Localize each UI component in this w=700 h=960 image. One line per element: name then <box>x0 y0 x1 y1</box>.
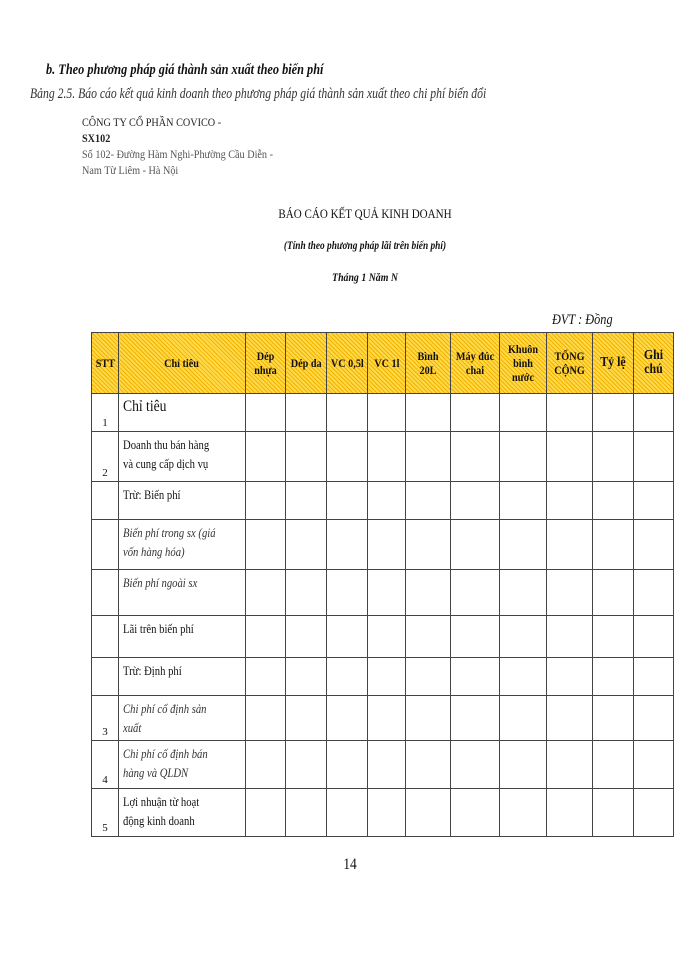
report-period: Tháng 1 Năm N <box>332 270 398 284</box>
empty-cell <box>547 696 593 741</box>
empty-cell <box>500 482 547 520</box>
table-row <box>92 696 674 741</box>
empty-cell <box>368 616 406 658</box>
empty-cell <box>547 616 593 658</box>
header-stt: STT <box>92 333 119 394</box>
company-address-line2: Nam Từ Liêm - Hà Nội <box>82 163 179 177</box>
empty-cell <box>406 432 451 482</box>
empty-cell <box>593 482 634 520</box>
empty-cell <box>547 520 593 570</box>
empty-cell <box>451 432 500 482</box>
currency-unit: ĐVT : Đồng <box>552 312 613 328</box>
empty-cell <box>286 520 327 570</box>
empty-cell <box>547 741 593 789</box>
empty-cell <box>634 696 674 741</box>
table-row <box>92 520 674 570</box>
row-label: Chi phí cố định bán hàng và QLDN <box>119 741 246 789</box>
empty-cell <box>368 658 406 696</box>
empty-cell <box>547 482 593 520</box>
empty-cell <box>368 520 406 570</box>
empty-cell <box>406 658 451 696</box>
empty-cell <box>368 789 406 837</box>
empty-cell <box>547 658 593 696</box>
empty-cell <box>634 570 674 616</box>
empty-cell <box>406 520 451 570</box>
empty-cell <box>593 520 634 570</box>
empty-cell <box>634 520 674 570</box>
empty-cell <box>593 570 634 616</box>
row-stt: 5 <box>92 789 119 837</box>
table-row <box>92 570 674 616</box>
empty-cell <box>634 482 674 520</box>
empty-cell <box>451 616 500 658</box>
empty-cell <box>593 394 634 432</box>
row-stt <box>92 570 119 616</box>
empty-cell <box>327 432 368 482</box>
empty-cell <box>327 789 368 837</box>
empty-cell <box>593 741 634 789</box>
header-ty-le: Tỷ lệ <box>593 333 634 394</box>
table-row <box>92 658 674 696</box>
empty-cell <box>547 570 593 616</box>
empty-cell <box>368 696 406 741</box>
empty-cell <box>286 394 327 432</box>
empty-cell <box>547 789 593 837</box>
empty-cell <box>406 394 451 432</box>
empty-cell <box>327 520 368 570</box>
empty-cell <box>634 789 674 837</box>
empty-cell <box>286 482 327 520</box>
empty-cell <box>593 432 634 482</box>
empty-cell <box>500 394 547 432</box>
empty-cell <box>500 658 547 696</box>
empty-cell <box>634 741 674 789</box>
report-subtitle: (Tính theo phương pháp lãi trên biến phí) <box>283 238 447 252</box>
empty-cell <box>327 696 368 741</box>
empty-cell <box>406 789 451 837</box>
empty-cell <box>368 394 406 432</box>
empty-cell <box>286 789 327 837</box>
empty-cell <box>368 432 406 482</box>
empty-cell <box>451 658 500 696</box>
header-dep-da: Dép da <box>286 333 327 394</box>
company-address-line1: Số 102- Đường Hàm Nghi-Phường Cầu Diễn - <box>82 147 273 161</box>
row-stt <box>92 520 119 570</box>
empty-cell <box>286 741 327 789</box>
empty-cell <box>406 570 451 616</box>
empty-cell <box>286 570 327 616</box>
empty-cell <box>246 696 286 741</box>
empty-cell <box>406 482 451 520</box>
empty-cell <box>327 741 368 789</box>
company-block <box>82 114 273 178</box>
empty-cell <box>368 482 406 520</box>
empty-cell <box>451 696 500 741</box>
section-heading: b. Theo phương pháp giá thành sản xuất theo biến phí <box>46 62 324 78</box>
empty-cell <box>327 570 368 616</box>
empty-cell <box>593 658 634 696</box>
empty-cell <box>451 394 500 432</box>
table-header-row <box>92 333 674 394</box>
empty-cell <box>327 658 368 696</box>
row-stt: 4 <box>92 741 119 789</box>
row-label: Lãi trên biến phí <box>119 616 246 658</box>
table-caption: Bảng 2.5. Báo cáo kết quả kinh doanh theo phương pháp giá thành sản xuất theo chi phí biến đổi <box>30 86 487 102</box>
table-row <box>92 616 674 658</box>
header-chi-tieu: Chỉ tiêu <box>119 333 246 394</box>
empty-cell <box>246 520 286 570</box>
empty-cell <box>246 741 286 789</box>
row-label: Trừ: Định phí <box>119 658 246 696</box>
row-label: Biến phí ngoài sx <box>119 570 246 616</box>
empty-cell <box>500 696 547 741</box>
empty-cell <box>634 658 674 696</box>
row-label: Trừ: Biến phí <box>119 482 246 520</box>
empty-cell <box>327 394 368 432</box>
empty-cell <box>246 394 286 432</box>
empty-cell <box>246 432 286 482</box>
row-label: Lợi nhuận từ hoạt động kinh doanh <box>119 789 246 837</box>
row-stt: 1 <box>92 394 119 432</box>
empty-cell <box>286 432 327 482</box>
header-ghi-chu: Ghi chú <box>634 333 674 394</box>
row-label: Chi phí cố định sản xuất <box>119 696 246 741</box>
header-khuon-binh-nuoc: Khuôn bình nước <box>500 333 547 394</box>
empty-cell <box>500 616 547 658</box>
row-stt <box>92 658 119 696</box>
empty-cell <box>368 570 406 616</box>
empty-cell <box>327 482 368 520</box>
empty-cell <box>368 741 406 789</box>
empty-cell <box>246 570 286 616</box>
empty-cell <box>451 482 500 520</box>
empty-cell <box>451 789 500 837</box>
empty-cell <box>634 432 674 482</box>
table-row <box>92 789 674 837</box>
header-tong-cong: TỔNG CỘNG <box>547 333 593 394</box>
empty-cell <box>286 658 327 696</box>
table-row <box>92 394 674 432</box>
empty-cell <box>246 658 286 696</box>
row-stt <box>92 616 119 658</box>
header-vc-1l: VC 1l <box>368 333 406 394</box>
row-label: Biến phí trong sx (giá vốn hàng hóa) <box>119 520 246 570</box>
empty-cell <box>500 570 547 616</box>
empty-cell <box>593 789 634 837</box>
page-number: 14 <box>343 856 357 873</box>
empty-cell <box>246 616 286 658</box>
empty-cell <box>327 616 368 658</box>
table-row <box>92 432 674 482</box>
empty-cell <box>500 432 547 482</box>
row-label: Doanh thu bán hàng và cung cấp dịch vụ <box>119 432 246 482</box>
empty-cell <box>246 789 286 837</box>
header-vc-05l: VC 0,5l <box>327 333 368 394</box>
empty-cell <box>634 394 674 432</box>
table-row <box>92 741 674 789</box>
empty-cell <box>593 616 634 658</box>
empty-cell <box>547 394 593 432</box>
report-title: BÁO CÁO KẾT QUẢ KINH DOANH <box>278 206 452 221</box>
empty-cell <box>634 616 674 658</box>
empty-cell <box>406 696 451 741</box>
row-label: Chỉ tiêu <box>119 394 246 432</box>
header-may-duc-chai: Máy đúc chai <box>451 333 500 394</box>
empty-cell <box>547 432 593 482</box>
empty-cell <box>406 616 451 658</box>
empty-cell <box>286 616 327 658</box>
table-row <box>92 482 674 520</box>
empty-cell <box>593 696 634 741</box>
empty-cell <box>246 482 286 520</box>
empty-cell <box>500 741 547 789</box>
row-stt <box>92 482 119 520</box>
company-name: CÔNG TY CỔ PHẦN COVICO - <box>82 115 222 129</box>
row-stt: 3 <box>92 696 119 741</box>
empty-cell <box>500 520 547 570</box>
empty-cell <box>451 520 500 570</box>
empty-cell <box>451 741 500 789</box>
header-binh-20l: Bình 20L <box>406 333 451 394</box>
income-statement-table <box>91 332 674 837</box>
empty-cell <box>406 741 451 789</box>
company-code: SX102 <box>82 131 111 145</box>
empty-cell <box>286 696 327 741</box>
empty-cell <box>500 789 547 837</box>
empty-cell <box>451 570 500 616</box>
header-dep-nhua: Dép nhựa <box>246 333 286 394</box>
row-stt: 2 <box>92 432 119 482</box>
